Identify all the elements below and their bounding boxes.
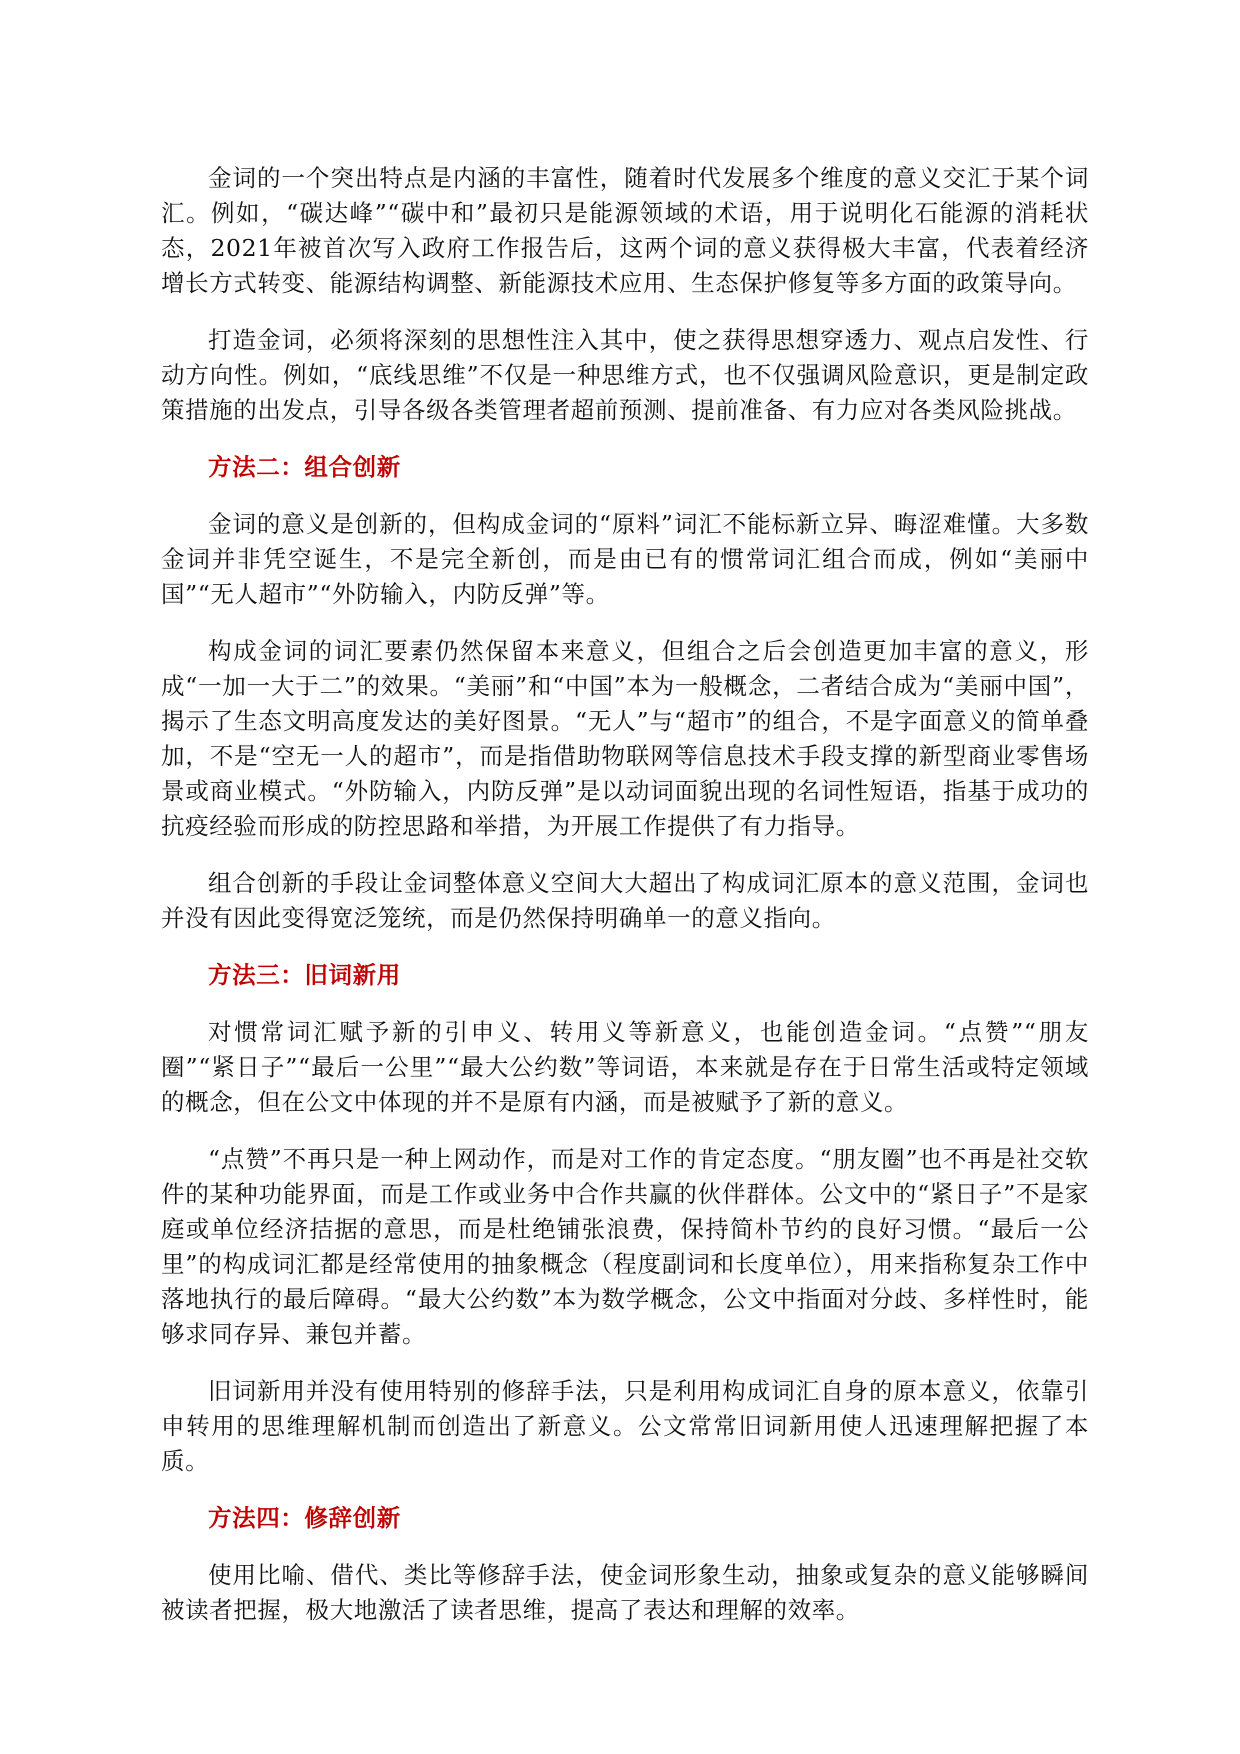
paragraph: 构成金词的词汇要素仍然保留本来意义，但组合之后会创造更加丰富的意义，形成“一加一大于二”的效果。“美丽”和“中国”本为一般概念，二者结合成为“美丽中国”，揭示了生态文明高度发达的美好图景。“无人”与“超市”的组合，不是字面意义的简单叠加，不是“空无一人的超市”，而是指借助物联网等信息技术手段支撑的新型商业零售场景或商业模式。“外防输入，内防反弹”是以动词面貌出现的名词性短语，指基于成功的抗疫经验而形成的防控思路和举措，为开展工作提供了有力指导。 xyxy=(161,637,1089,840)
section-heading: 方法二：组合创新 xyxy=(208,453,401,481)
document-page xyxy=(161,161,1089,1650)
paragraph: 旧词新用并没有使用特别的修辞手法，只是利用构成词汇自身的原本意义，依靠引申转用的思维理解机制而创造出了新意义。公文常常旧词新用使人迅速理解把握了本质。 xyxy=(161,1377,1089,1475)
paragraph: 组合创新的手段让金词整体意义空间大大超出了构成词汇原本的意义范围，金词也并没有因此变得宽泛笼统，而是仍然保持明确单一的意义指向。 xyxy=(161,869,1089,932)
paragraph: 对惯常词汇赋予新的引申义、转用义等新意义，也能创造金词。“点赞”“朋友圈”“紧日子”“最后一公里”“最大公约数”等词语，本来就是存在于日常生活或特定领域的概念，但在公文中体现的并不是原有内涵，而是被赋予了新的意义。 xyxy=(161,1018,1089,1116)
paragraph: 打造金词，必须将深刻的思想性注入其中，使之获得思想穿透力、观点启发性、行动方向性。例如，“底线思维”不仅是一种思维方式，也不仅强调风险意识，更是制定政策措施的出发点，引导各级各类管理者超前预测、提前准备、有力应对各类风险挑战。 xyxy=(161,326,1089,424)
paragraph: 金词的一个突出特点是内涵的丰富性，随着时代发展多个维度的意义交汇于某个词汇。例如，“碳达峰”“碳中和”最初只是能源领域的术语，用于说明化石能源的消耗状态，2021年被首次写入政府工作报告后，这两个词的意义获得极大丰富，代表着经济增长方式转变、能源结构调整、新能源技术应用、生态保护修复等多方面的政策导向。 xyxy=(161,164,1089,297)
section-heading: 方法四：修辞创新 xyxy=(208,1504,401,1532)
paragraph: 金词的意义是创新的，但构成金词的“原料”词汇不能标新立异、晦涩难懂。大多数金词并非凭空诞生，不是完全新创，而是由已有的惯常词汇组合而成，例如“美丽中国”“无人超市”“外防输入，内防反弹”等。 xyxy=(161,510,1089,608)
paragraph: 使用比喻、借代、类比等修辞手法，使金词形象生动，抽象或复杂的意义能够瞬间被读者把握，极大地激活了读者思维，提高了表达和理解的效率。 xyxy=(161,1561,1089,1624)
section-heading: 方法三：旧词新用 xyxy=(208,961,401,989)
paragraph: “点赞”不再只是一种上网动作，而是对工作的肯定态度。“朋友圈”也不再是社交软件的某种功能界面，而是工作或业务中合作共赢的伙伴群体。公文中的“紧日子”不是家庭或单位经济拮据的意思，而是杜绝铺张浪费，保持简朴节约的良好习惯。“最后一公里”的构成词汇都是经常使用的抽象概念（程度副词和长度单位），用来指称复杂工作中落地执行的最后障碍。“最大公约数”本为数学概念，公文中指面对分歧、多样性时，能够求同存异、兼包并蓄。 xyxy=(161,1145,1089,1348)
